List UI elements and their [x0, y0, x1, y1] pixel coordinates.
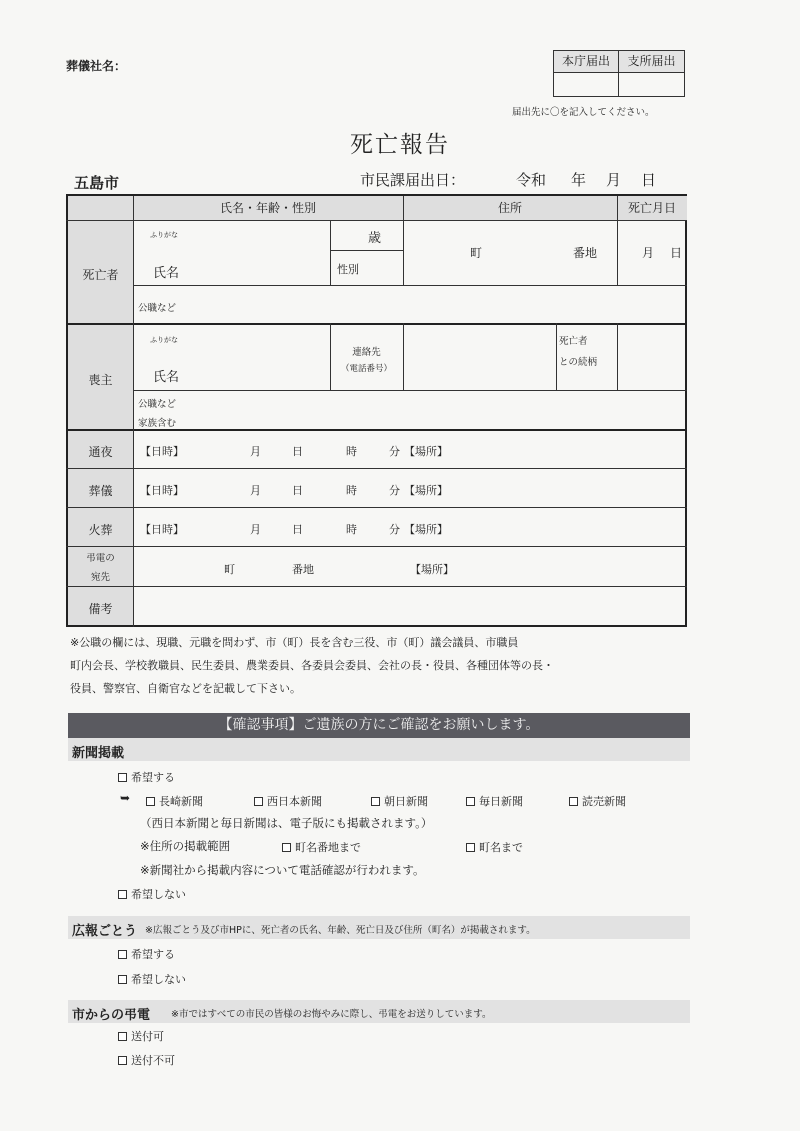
cremation-hour-unit: 時	[346, 523, 357, 536]
wake-hour-unit: 時	[346, 445, 357, 458]
checkbox[interactable]	[466, 797, 475, 806]
option-label: 希望する	[131, 771, 175, 784]
paper-option-nagasaki[interactable]	[146, 793, 203, 809]
koho-not-want-option[interactable]	[118, 971, 186, 987]
option-label: 町名番地まで	[295, 841, 361, 854]
option-label: 送付不可	[131, 1054, 175, 1067]
deceased-public-office-label: 公職など	[138, 303, 177, 314]
mourner-public-office-field[interactable]	[190, 392, 685, 427]
row-label-chief-mourner: 喪主	[88, 373, 113, 387]
checkbox[interactable]	[371, 797, 380, 806]
option-label: 読売新聞	[582, 795, 626, 808]
row-label-deceased: 死亡者	[82, 268, 119, 282]
checkbox[interactable]	[118, 773, 127, 782]
newspaper-want-option[interactable]	[118, 769, 175, 785]
phone-confirmation-note: ※新聞社から掲載内容について電話確認が行われます。	[140, 863, 425, 877]
deceased-age-field[interactable]	[332, 222, 366, 249]
col-header-death-date: 死亡月日	[627, 201, 676, 215]
telegram-place-field[interactable]	[460, 549, 685, 585]
relation-label-line1: 死亡者	[559, 336, 588, 347]
option-label: 送付可	[131, 1030, 164, 1043]
row-label-telegram-line1: 弔電の	[86, 553, 115, 564]
wake-minute-unit: 分	[389, 445, 400, 458]
paper-option-yomiuri[interactable]	[569, 793, 626, 809]
option-label: 毎日新聞	[479, 795, 523, 808]
funeral-company-label: 葬儀社名：	[66, 59, 127, 73]
divider	[133, 390, 687, 391]
branch-office-field[interactable]	[619, 73, 684, 96]
newspaper-section-header	[68, 738, 690, 761]
confirmation-banner: 【確認事項】ご遺族の方にご確認をお願いします。	[68, 713, 690, 738]
koho-section-note: ※広報ごとう及び市HPに、死亡者の氏名、年齢、死亡日及び住所（町名）が掲載されます。	[145, 925, 536, 936]
funeral-minute-unit: 分	[389, 484, 400, 497]
divider	[66, 429, 687, 431]
public-office-note-line1: ※公職の欄には、現職、元職を問わず、市（町）長を含む三役、市（町）議会議員、市職員	[70, 636, 519, 649]
checkbox[interactable]	[118, 1032, 127, 1041]
checkbox[interactable]	[118, 950, 127, 959]
option-label: 朝日新聞	[384, 795, 428, 808]
relation-field[interactable]	[619, 325, 685, 388]
death-month-unit: 月	[642, 246, 655, 260]
digital-edition-note: （西日本新聞と毎日新聞は、電子版にも掲載されます。）	[140, 816, 433, 830]
funeral-day-unit: 日	[292, 484, 303, 497]
paper-option-mainichi[interactable]	[466, 793, 523, 809]
deceased-public-office-field[interactable]	[190, 287, 685, 321]
telegram-lot-unit: 番地	[292, 563, 314, 576]
divider	[66, 220, 687, 221]
mourner-furigana-label: ふりがな	[150, 336, 178, 344]
day-unit: 日	[641, 171, 657, 189]
option-label: 希望しない	[131, 888, 186, 901]
submission-office-box	[553, 50, 685, 97]
row-label-cremation: 火葬	[88, 523, 113, 537]
death-day-unit: 日	[670, 246, 683, 260]
divider	[66, 468, 687, 469]
cremation-datetime-label: 【日時】	[140, 523, 184, 536]
option-label: 長崎新聞	[159, 795, 203, 808]
paper-option-asahi[interactable]	[371, 793, 428, 809]
deceased-town-unit: 町	[470, 246, 483, 260]
divider	[403, 323, 404, 390]
mourner-name-field[interactable]	[175, 327, 325, 388]
divider	[66, 546, 687, 547]
divider	[330, 220, 331, 285]
col-header-name-age-sex: 氏名・年齢・性別	[219, 201, 316, 215]
cremation-place-field[interactable]	[460, 510, 685, 545]
row-label-wake: 通夜	[88, 445, 113, 459]
mourner-contact-label: 連絡先	[352, 347, 381, 358]
cremation-month-unit: 月	[250, 523, 261, 536]
checkbox[interactable]	[146, 797, 155, 806]
col-header-address: 住所	[497, 201, 522, 215]
deceased-name-field[interactable]	[175, 225, 325, 283]
koho-section-header	[68, 916, 690, 939]
deceased-furigana-label: ふりがな	[150, 231, 178, 239]
divider	[617, 323, 618, 390]
option-label: 希望しない	[131, 973, 186, 986]
wake-place-label: 【場所】	[404, 445, 448, 458]
checkbox[interactable]	[118, 975, 127, 984]
document-title: 死亡報告	[350, 132, 450, 158]
divider	[133, 285, 687, 286]
mourner-public-office-line1: 公職など	[138, 399, 177, 410]
divider	[556, 323, 557, 390]
divider	[66, 323, 687, 325]
funeral-datetime-label: 【日時】	[140, 484, 184, 497]
divider	[330, 250, 403, 251]
wake-place-field[interactable]	[460, 432, 685, 467]
funeral-place-field[interactable]	[460, 471, 685, 506]
telegram-town-unit: 町	[224, 563, 235, 576]
branch-office-header: 支所届出	[619, 51, 684, 73]
era-label: 令和	[516, 171, 547, 189]
submission-date-label: 市民課届出日：	[360, 171, 466, 189]
cremation-minute-unit: 分	[389, 523, 400, 536]
divider	[133, 196, 134, 627]
main-office-field[interactable]	[554, 73, 619, 96]
telegram-send-ng-option[interactable]	[118, 1052, 175, 1068]
submit-note: 届出先に〇を記入してください。	[512, 107, 655, 118]
checkbox[interactable]	[466, 843, 475, 852]
checkbox[interactable]	[569, 797, 578, 806]
koho-want-option[interactable]	[118, 946, 175, 962]
cremation-day-unit: 日	[292, 523, 303, 536]
year-unit: 年	[571, 171, 587, 189]
wake-day-unit: 日	[292, 445, 303, 458]
relation-label-line2: との続柄	[559, 357, 598, 368]
paper-option-nishinippon[interactable]	[254, 793, 322, 809]
mourner-name-label: 氏名	[153, 370, 180, 385]
city-name: 五島市	[74, 174, 120, 192]
remarks-field[interactable]	[135, 588, 685, 625]
telegram-send-ok-option[interactable]	[118, 1028, 164, 1044]
deceased-lot-unit: 番地	[573, 246, 598, 260]
deceased-address-field[interactable]	[405, 222, 615, 283]
address-scope-option-lot[interactable]	[282, 839, 361, 855]
divider	[66, 507, 687, 508]
deceased-name-label: 氏名	[153, 266, 180, 281]
row-label-funeral: 葬儀	[88, 484, 113, 498]
mourner-contact-sublabel: （電話番号）	[340, 364, 392, 374]
public-office-note-line2: 町内会長、学校教職員、民生委員、農業委員、各委員会委員、会社の長・役員、各種団体等の長・	[70, 659, 554, 672]
funeral-month-unit: 月	[250, 484, 261, 497]
main-office-header: 本庁届出	[554, 51, 619, 73]
deceased-age-unit: 歳	[368, 231, 382, 246]
address-scope-option-town[interactable]	[466, 839, 523, 855]
cremation-place-label: 【場所】	[404, 523, 448, 536]
checkbox[interactable]	[118, 1056, 127, 1065]
row-label-remarks: 備考	[88, 602, 113, 616]
telegram-address-field[interactable]	[135, 549, 405, 585]
funeral-hour-unit: 時	[346, 484, 357, 497]
wake-month-unit: 月	[250, 445, 261, 458]
death-date-field[interactable]	[619, 222, 685, 283]
city-telegram-section-title: 市からの弔電	[72, 1008, 151, 1023]
address-scope-label: ※住所の掲載範囲	[140, 839, 231, 853]
koho-section-title: 広報ごとう	[72, 924, 138, 939]
checkbox[interactable]	[118, 890, 127, 899]
arrow-right-icon: ➥	[120, 791, 131, 805]
city-telegram-section-note: ※市ではすべての市民の皆様のお悔やみに際し、弔電をお送りしています。	[171, 1009, 492, 1020]
divider	[66, 586, 687, 587]
newspaper-section-title: 新聞掲載	[72, 746, 125, 761]
deceased-sex-label: 性別	[337, 263, 359, 276]
public-office-note-line3: 役員、警察官、自衛官などを記載して下さい。	[70, 682, 301, 695]
option-label: 町名まで	[479, 841, 523, 854]
month-unit: 月	[606, 171, 622, 189]
city-telegram-section-header	[68, 1000, 690, 1023]
mourner-public-office-line2: 家族含む	[138, 418, 177, 429]
wake-datetime-label: 【日時】	[140, 445, 184, 458]
newspaper-not-want-option[interactable]	[118, 886, 186, 902]
option-label: 西日本新聞	[267, 795, 322, 808]
checkbox[interactable]	[282, 843, 291, 852]
funeral-place-label: 【場所】	[404, 484, 448, 497]
checkbox[interactable]	[254, 797, 263, 806]
telegram-place-label: 【場所】	[410, 563, 454, 576]
row-label-telegram-line2: 宛先	[90, 572, 110, 583]
mourner-phone-field[interactable]	[405, 325, 554, 388]
deceased-sex-field[interactable]	[365, 252, 401, 283]
option-label: 希望する	[131, 948, 175, 961]
